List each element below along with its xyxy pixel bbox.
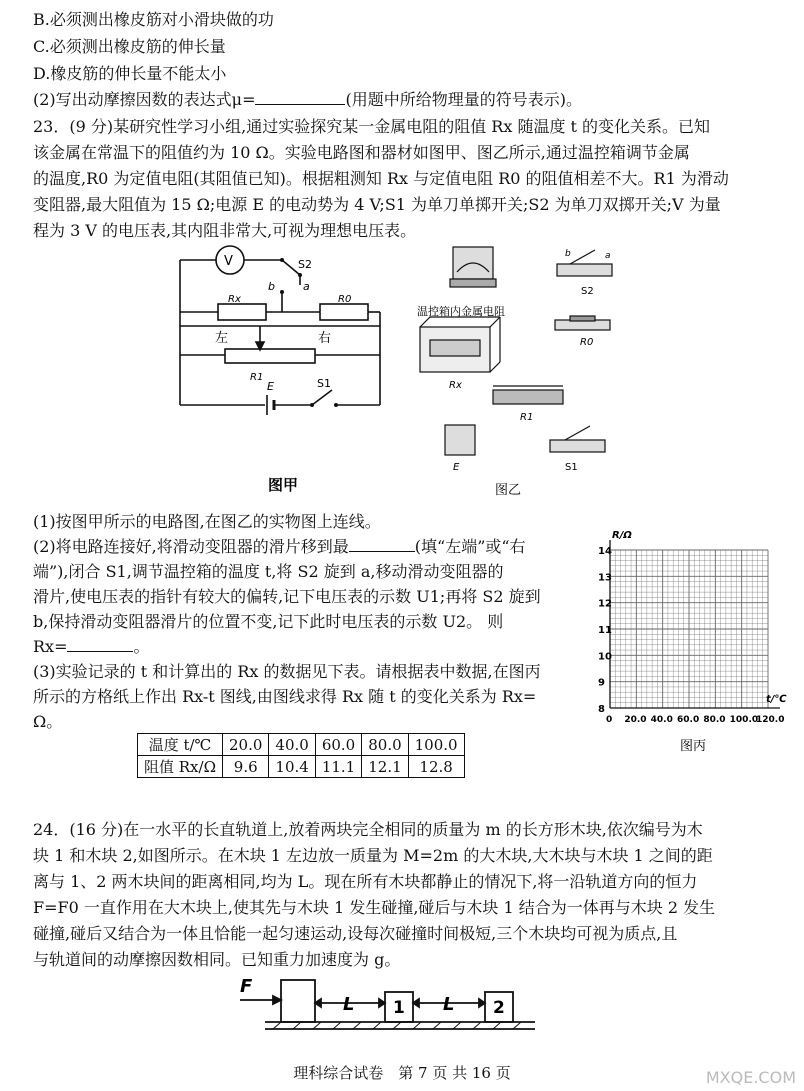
q23-part2-line1 bbox=[33, 537, 526, 557]
table-cell: 100.0 bbox=[408, 734, 464, 756]
equipment-figure-yi bbox=[405, 242, 620, 497]
q24-line: 碰撞,碰后又结合为一体且恰能一起匀速运动,设每次碰撞时间极短,三个木块均可视为质点,且 bbox=[33, 924, 678, 943]
y-tick-label: 14 bbox=[598, 546, 612, 557]
q23-line: 该金属在常温下的阻值约为 10 Ω。实验电路图和器材如图甲、图乙所示,通过温控箱调节金属 bbox=[33, 143, 690, 162]
x-tick-label: 0 bbox=[606, 715, 613, 725]
y-tick-label: 8 bbox=[598, 704, 605, 715]
kit-e-label: E bbox=[453, 462, 460, 473]
answer-blank bbox=[349, 537, 415, 552]
table-cell: 40.0 bbox=[269, 734, 315, 756]
e-label: E bbox=[267, 380, 274, 393]
q23-part2-line4: b,保持滑动变阻器滑片的位置不变,记下此时电压表的示数 U2。 则 bbox=[33, 612, 504, 631]
q23-part2-line5 bbox=[33, 637, 150, 657]
kit-s1-label: S1 bbox=[565, 462, 578, 473]
data-table bbox=[137, 733, 465, 778]
q24-line: 24．(16 分)在一水平的长直轨道上,放着两块完全相同的质量为 m 的长方形木块,依次编号为木 bbox=[33, 820, 703, 839]
x-tick-label: 120.0 bbox=[756, 715, 785, 725]
right-label: 右 bbox=[318, 331, 332, 346]
question-22-part2 bbox=[33, 90, 582, 110]
q23-part2-text: Rx= bbox=[33, 637, 68, 656]
q23-part1: (1)按图甲所示的电路图,在图乙的实物图上连线。 bbox=[33, 512, 381, 531]
s1-label: S1 bbox=[317, 377, 331, 390]
table-row bbox=[138, 756, 465, 778]
q22-expression-label: (2)写出动摩擦因数的表达式μ= bbox=[33, 90, 256, 109]
table-cell: 60.0 bbox=[315, 734, 361, 756]
block-2-label: 2 bbox=[493, 998, 505, 1018]
x-tick-label: 60.0 bbox=[677, 715, 700, 725]
table-cell: 12.8 bbox=[408, 756, 464, 778]
page-footer: 理科综合试卷 第 7 页 共 16 页 bbox=[293, 1064, 511, 1082]
table-cell: 12.1 bbox=[362, 756, 408, 778]
kit-b-label: b bbox=[565, 249, 571, 259]
y-tick-label: 10 bbox=[598, 651, 612, 663]
table-cell: 9.6 bbox=[223, 756, 269, 778]
left-label: 左 bbox=[215, 331, 229, 346]
x-tick-label: 80.0 bbox=[703, 715, 726, 725]
watermark: MXQE.COM bbox=[705, 1068, 796, 1087]
q23-line: 23．(9 分)某研究性学习小组,通过实验探究某一金属电阻的阻值 Rx 随温度 t 的变化关系。已知 bbox=[33, 117, 711, 136]
circuit-diagram-jia bbox=[170, 240, 400, 500]
table-row-head: 温度 t/℃ bbox=[138, 734, 223, 756]
voltmeter-label: V bbox=[224, 254, 233, 269]
kit-r1-label: R1 bbox=[520, 412, 534, 423]
y-axis-label: R/Ω bbox=[612, 530, 632, 541]
table-cell: 20.0 bbox=[223, 734, 269, 756]
table-cell: 11.1 bbox=[315, 756, 361, 778]
q24-line: 离与 1、2 两木块间的距离相同,均为 L。现在所有木块都静止的情况下,将一沿轨道方向的恒力 bbox=[33, 872, 698, 891]
q23-line: 的温度,R0 为定值电阻(其阻值已知)。根据粗测知 Rx 与定值电阻 R0 的阻值相差不大。R1 为滑动 bbox=[33, 169, 729, 188]
block-1-label: 1 bbox=[393, 998, 405, 1018]
x-axis-label: t/℃ bbox=[766, 694, 787, 705]
force-f-label: F bbox=[240, 976, 253, 997]
s2-label: S2 bbox=[298, 258, 312, 271]
figure-bing-caption: 图丙 bbox=[680, 739, 707, 754]
temp-box-label: 温控箱内金属电阻 bbox=[417, 305, 505, 318]
option-b: B.必须测出橡皮筋对小滑块做的功 bbox=[33, 10, 274, 29]
kit-r0-label: R0 bbox=[580, 337, 594, 348]
kit-a-label: a bbox=[605, 251, 611, 261]
q23-line: 程为 3 V 的电压表,其内阻非常大,可视为理想电压表。 bbox=[33, 221, 417, 240]
q24-line: 与轨道间的动摩擦因数相同。已知重力加速度为 g。 bbox=[33, 950, 401, 969]
q24-line: F=F0 一直作用在大木块上,使其先与木块 1 发生碰撞,碰后与木块 1 结合为一体再与木块 2 发生 bbox=[33, 898, 716, 917]
x-tick-label: 40.0 bbox=[650, 715, 673, 725]
y-tick-label: 12 bbox=[598, 598, 612, 610]
q23-line: 变阻器,最大阻值为 15 Ω;电源 E 的电动势为 4 V;S1 为单刀单掷开关;S2 为单刀双掷开关;V 为量 bbox=[33, 195, 721, 214]
x-tick-label: 20.0 bbox=[624, 715, 647, 725]
x-tick-label: 100.0 bbox=[729, 715, 759, 725]
table-cell: 80.0 bbox=[362, 734, 408, 756]
q23-part2-text: 。 bbox=[133, 637, 150, 656]
y-tick-label: 13 bbox=[598, 572, 612, 584]
figure-jia-caption: 图甲 bbox=[268, 476, 299, 494]
kit-s2-label: S2 bbox=[581, 286, 594, 297]
option-d: D.橡皮筋的伸长量不能太小 bbox=[33, 64, 227, 83]
blocks-figure bbox=[225, 965, 565, 1045]
option-c: C.必须测出橡皮筋的伸长量 bbox=[33, 37, 226, 56]
y-tick-label: 9 bbox=[598, 677, 605, 689]
table-cell: 10.4 bbox=[269, 756, 315, 778]
q24-line: 块 1 和木块 2,如图所示。在木块 1 左边放一质量为 M=2m 的大木块,大木块与木块 1 之间的距 bbox=[33, 846, 713, 865]
r1-label: R1 bbox=[250, 372, 264, 383]
q23-part2-text: (填“左端”或“右 bbox=[414, 537, 526, 556]
q23-part2-line3: 滑片,使电压表的指针有较大的偏转,记下电压表的示数 U1;再将 S2 旋到 bbox=[33, 587, 541, 606]
answer-blank bbox=[67, 637, 133, 652]
q23-part3-line2: 所示的方格纸上作出 Rx-t 图线,由图线求得 Rx 随 t 的变化关系为 Rx= bbox=[33, 687, 537, 706]
kit-rx-label: Rx bbox=[449, 380, 462, 391]
q23-part3-line3: Ω。 bbox=[33, 712, 63, 731]
r0-label: R0 bbox=[338, 294, 352, 305]
y-tick-label: 11 bbox=[598, 625, 612, 636]
graph-paper-bing bbox=[588, 528, 793, 760]
answer-blank bbox=[255, 90, 345, 105]
distance-l2-label: L bbox=[443, 994, 455, 1015]
rx-label: Rx bbox=[228, 294, 241, 305]
q23-part2-line2: 端”),闭合 S1,调节温控箱的温度 t,将 S2 旋到 a,移动滑动变阻器的 bbox=[33, 562, 504, 581]
terminal-b-label: b bbox=[268, 280, 275, 293]
table-row bbox=[138, 734, 465, 756]
q23-part3-line1: (3)实验记录的 t 和计算出的 Rx 的数据见下表。请根据表中数据,在图丙 bbox=[33, 662, 541, 681]
table-row-head: 阻值 Rx/Ω bbox=[138, 756, 223, 778]
terminal-a-label: a bbox=[303, 280, 310, 293]
distance-l1-label: L bbox=[343, 994, 355, 1015]
q22-expression-tail: (用题中所给物理量的符号表示)。 bbox=[345, 90, 582, 109]
q23-part2-text: (2)将电路连接好,将滑动变阻器的滑片移到最 bbox=[33, 537, 349, 556]
figure-yi-caption: 图乙 bbox=[495, 483, 522, 497]
